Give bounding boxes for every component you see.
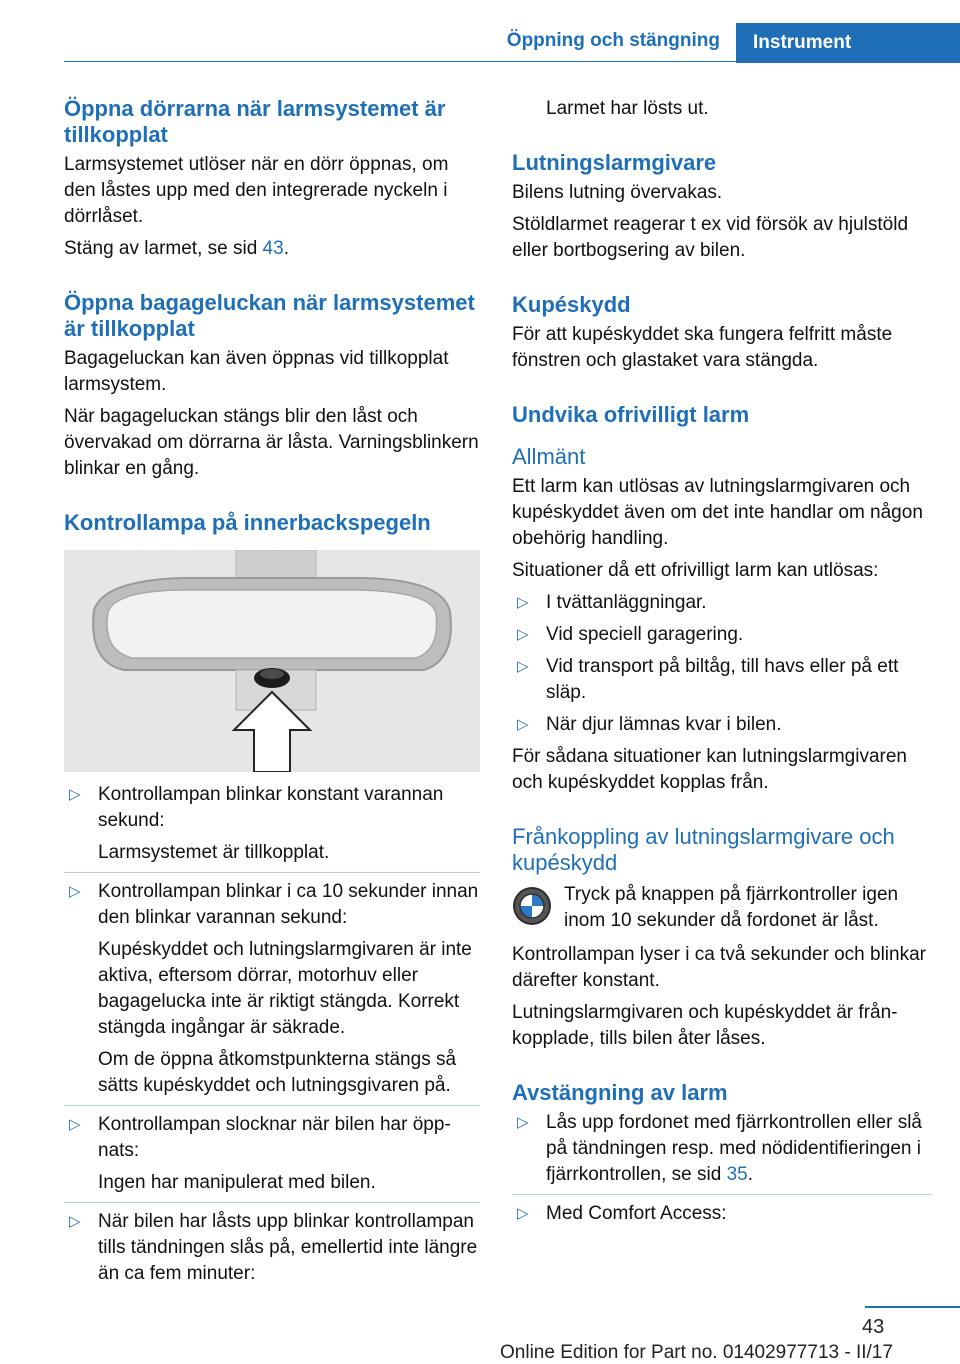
indicator-list: [64, 1112, 480, 1164]
item-text: Vid speciell garagering.: [546, 624, 744, 645]
paragraph: För att kupéskyddet ska fungera felfritt måste fönstren och glastaket vara stängda.: [512, 324, 893, 371]
triangle-bullet-icon: ▷: [69, 1213, 81, 1230]
page-link-43[interactable]: 43: [262, 238, 284, 259]
paragraph: Larmsystemet utlöser när en dörr öppnas, om den låstes upp med den integrerade nyckeln i dörrlåset.: [64, 154, 449, 227]
heading-open-doors-alarm: Öppna dörrarna när larmsystemet är tillkopplat: [64, 96, 446, 147]
item-text: Vid transport på biltåg, till havs eller på ett släp.: [546, 656, 899, 703]
triangle-bullet-icon: ▷: [69, 786, 81, 803]
triangle-bullet-icon: ▷: [517, 594, 529, 611]
item-detail: Ingen har manipulerat med bilen.: [98, 1172, 376, 1193]
remote-instruction: [512, 882, 932, 934]
header-chapter-tab: Instrument: [736, 23, 960, 63]
rear-view-mirror-illustration: [64, 550, 480, 772]
indicator-list: [64, 1209, 480, 1287]
disable-alarm-list: [512, 1110, 932, 1188]
paragraph: Stöldlarmet reagerar t ex vid försök av hjulstöld eller bortbogsering av bilen.: [512, 214, 909, 261]
paragraph: För sådana situationer kan lutningslarmgivaren och kupéskyddet kopplas från.: [512, 746, 907, 793]
triangle-bullet-icon: ▷: [517, 626, 529, 643]
paragraph: Kontrollampan lyser i ca två sekunder och blinkar därefter konstant.: [512, 944, 926, 991]
item-detail: Kupéskyddet och lutningslarmgivaren är inte aktiva, eftersom dörrar, motorhuv eller bagagelucka inte är riktigt stängda. Korrekt stängda ingångar är säkrade.: [98, 939, 472, 1038]
indicator-list: [64, 782, 480, 834]
item-text: Kontrollampan blinkar konstant varannan sekund:: [98, 784, 444, 831]
paragraph: Bagageluckan kan även öppnas vid tillkopplat larmsystem.: [64, 348, 449, 395]
heading-interior-protection: Kupéskydd: [512, 292, 631, 317]
paragraph: [64, 236, 480, 262]
text: Stäng av larmet, se sid: [64, 238, 263, 259]
item-text: Lås upp fordonet med fjärrkontrollen eller slå på tändningen resp. med nödidentifieringen i fjärrkontrollen, se sid: [546, 1112, 922, 1185]
instruction-text: Tryck på knappen på fjärrkontroller igen inom 10 sekunder då fordonet är låst.: [564, 884, 899, 931]
page-header: [0, 0, 960, 63]
list-item: [64, 879, 480, 931]
edition-line: Online Edition for Part no. 01402977713 - II/17: [500, 1342, 893, 1363]
paragraph: Bilens lutning övervakas.: [512, 182, 723, 203]
text: .: [283, 238, 289, 259]
paragraph: Situationer då ett ofrivilligt larm kan utlösas:: [512, 560, 879, 581]
list-item: [512, 654, 932, 706]
paragraph: Ett larm kan utlösas av lutningslarmgivaren och kupéskyddet även om det inte handlar om någon obehörig handling.: [512, 476, 923, 549]
heading-open-trunk-alarm: Öppna bagageluckan när larmsystemet är tillkopplat: [64, 290, 475, 341]
list-item: [512, 622, 932, 648]
list-item: [64, 1112, 480, 1164]
item-text: I tvättanläggningar.: [546, 592, 707, 613]
item-text: Kontrollampan slocknar när bilen har öppnats:: [98, 1114, 451, 1161]
item-text: När bilen har låsts upp blinkar kontrollampan tills tändningen slås på, emellertid inte längre än ca fem minuter:: [98, 1211, 478, 1284]
triangle-bullet-icon: ▷: [69, 883, 81, 900]
triangle-bullet-icon: ▷: [517, 716, 529, 733]
header-rule: [64, 61, 736, 62]
paragraph: När bagageluckan stängs blir den låst och övervakad om dörrarna är låsta. Varningsblinkern blinkar en gång.: [64, 406, 479, 479]
right-column: [512, 96, 932, 1233]
paragraph: Lutningslarmgivaren och kupéskyddet är frånkopplade, tills bilen åter låses.: [512, 1002, 898, 1049]
item-detail: Larmet har lösts ut.: [546, 98, 709, 119]
bmw-remote-key-icon: [512, 886, 552, 926]
item-detail: Om de öppna åtkomstpunkterna stängs så sätts kupéskyddet och lutningsgivaren på.: [98, 1049, 457, 1096]
text: .: [747, 1164, 753, 1185]
heading-mirror-indicator: Kontrollampa på innerbackspegeln: [64, 510, 431, 535]
item-text: När djur lämnas kvar i bilen.: [546, 714, 782, 735]
list-item: [64, 1209, 480, 1287]
heading-disable-alarm: Avstängning av larm: [512, 1080, 728, 1105]
triangle-bullet-icon: ▷: [517, 1114, 529, 1131]
disable-alarm-list: [512, 1201, 932, 1227]
item-text: Med Comfort Access:: [546, 1203, 727, 1224]
list-item: [512, 1201, 932, 1227]
list-item: [512, 712, 932, 738]
heading-tilt-sensor: Lutningslarmgivare: [512, 150, 717, 175]
list-item: [512, 590, 932, 616]
heading-disable-sensors: Frånkoppling av lutningslarmgivare och kupéskydd: [512, 824, 895, 875]
item-text: Kontrollampan blinkar i ca 10 sekunder innan den blinkar varannan sekund:: [98, 881, 479, 928]
situation-list: [512, 590, 932, 738]
header-section-title: Öppning och stängning: [506, 30, 720, 51]
left-column: [64, 96, 480, 1293]
item-detail: Larmsystemet är tillkopplat.: [98, 842, 330, 863]
page-number: 43: [862, 1316, 885, 1338]
triangle-bullet-icon: ▷: [517, 1205, 529, 1222]
list-item: [64, 782, 480, 834]
triangle-bullet-icon: ▷: [517, 658, 529, 675]
heading-avoid-false-alarm: Undvika ofrivilligt larm: [512, 402, 750, 427]
footer-rule: [865, 1306, 960, 1308]
subheading-general: Allmänt: [512, 444, 586, 469]
indicator-list: [64, 879, 480, 931]
triangle-bullet-icon: ▷: [69, 1116, 81, 1133]
page-link-35[interactable]: 35: [726, 1164, 748, 1185]
list-item: [512, 1110, 932, 1188]
